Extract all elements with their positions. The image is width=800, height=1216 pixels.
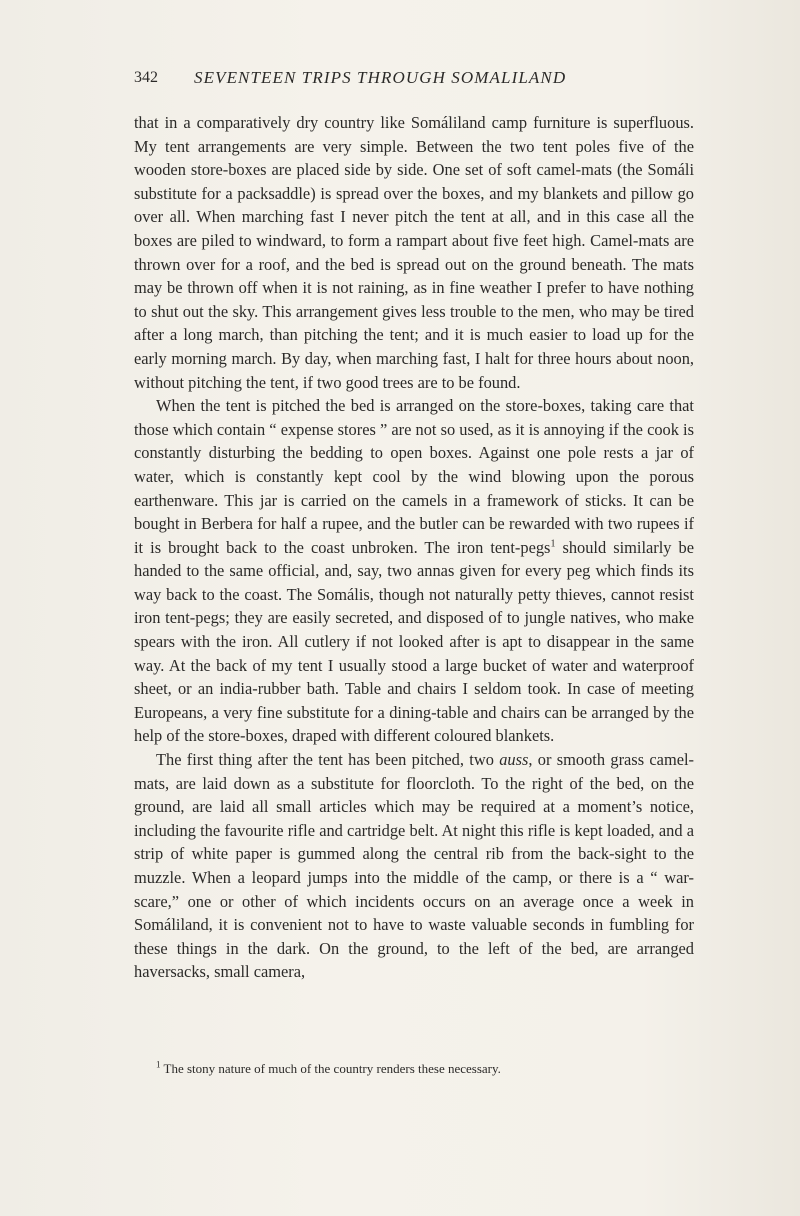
footnote-reference: 1 bbox=[550, 538, 556, 550]
running-title: SEVENTEEN TRIPS THROUGH SOMALILAND bbox=[194, 68, 567, 87]
paragraph-2-text-before-note: When the tent is pitched the bed is arranged on the store-boxes, taking care that those which contain “ expense stores ” are not so used, as it is annoying if the cook is constantly disturbing the bedding to open boxes. Against one pole rests a jar of water, which is constantly kept cool by the wind blowing upon the porous earthenware. This jar is carried on the camels in a framework of sticks. It can be bought in Berbera for half a rupee, and the butler can be rewarded with two rupees if it is brought back to the coast unbroken. The iron tent-pegs bbox=[134, 396, 694, 557]
footnote-marker: 1 bbox=[156, 1059, 161, 1070]
page-number: 342 bbox=[134, 69, 158, 86]
paragraph-3 bbox=[134, 748, 694, 984]
footnote bbox=[134, 1060, 694, 1078]
footnote-text: The stony nature of much of the country renders these necessary. bbox=[160, 1061, 501, 1076]
paragraph-2 bbox=[134, 394, 694, 748]
page-header bbox=[134, 66, 694, 90]
paragraph-1 bbox=[134, 111, 694, 394]
paragraph-1-text: that in a comparatively dry country like Somáliland camp furniture is superfluous. My tent arrangements are very simple. Between the two tent poles five of the wooden store-boxes are placed side by side. One set of soft camel-mats (the Somáli substitute for a packsaddle) is spread over the boxes, and my blankets and pillow go over all. When marching fast I never pitch the tent at all, and in this case all the boxes are piled to windward, to form a rampart about five feet high. Camel-mats are thrown over for a roof, and the bed is spread out on the ground beneath. The mats may be thrown off when it is not raining, as in fine weather I prefer to have nothing to shut out the sky. This arrangement gives less trouble to the men, who may be tired after a long march, than pitching the tent; and it is much easier to load up for the early morning march. By day, when marching fast, I halt for three hours about noon, without pitching the tent, if two good trees are to be found. bbox=[134, 113, 694, 392]
paragraph-3-text-after-italic: , or smooth grass camel-mats, are laid down as a substitute for floorcloth. To the right of the bed, on the ground, are laid all small articles which may be required at a moment’s notice, including the favourite rifle and cartridge belt. At night this rifle is kept loaded, and a strip of white paper is gummed along the central rib from the back-sight to the muzzle. When a leopard jumps into the middle of the camp, or there is a “ war-scare,” one or other of which incidents occurs on an average once a week in Somáliland, it is convenient not to have to waste valuable seconds in fumbling for these things in the dark. On the ground, to the left of the bed, are arranged haversacks, small camera, bbox=[134, 750, 694, 982]
body-text bbox=[134, 111, 694, 984]
paragraph-2-text-after-note: should similarly be handed to the same official, and, say, two annas given for every peg which finds its way back to the coast. The Somális, though not naturally petty thieves, cannot resist iron tent-pegs; they are easily secreted, and disposed of to jungle natives, who make spears with the iron. All cutlery if not looked after is apt to disappear in the same way. At the back of my tent I usually stood a large bucket of water and waterproof sheet, or an india-rubber bath. Table and chairs I seldom took. In case of meeting Europeans, a very fine substitute for a dining-table and chairs can be arranged by the help of the store-boxes, draped with different coloured blankets. bbox=[134, 537, 694, 746]
paragraph-3-text-before-italic: The first thing after the tent has been pitched, two bbox=[156, 750, 500, 770]
italic-term-auss: auss bbox=[499, 750, 529, 770]
